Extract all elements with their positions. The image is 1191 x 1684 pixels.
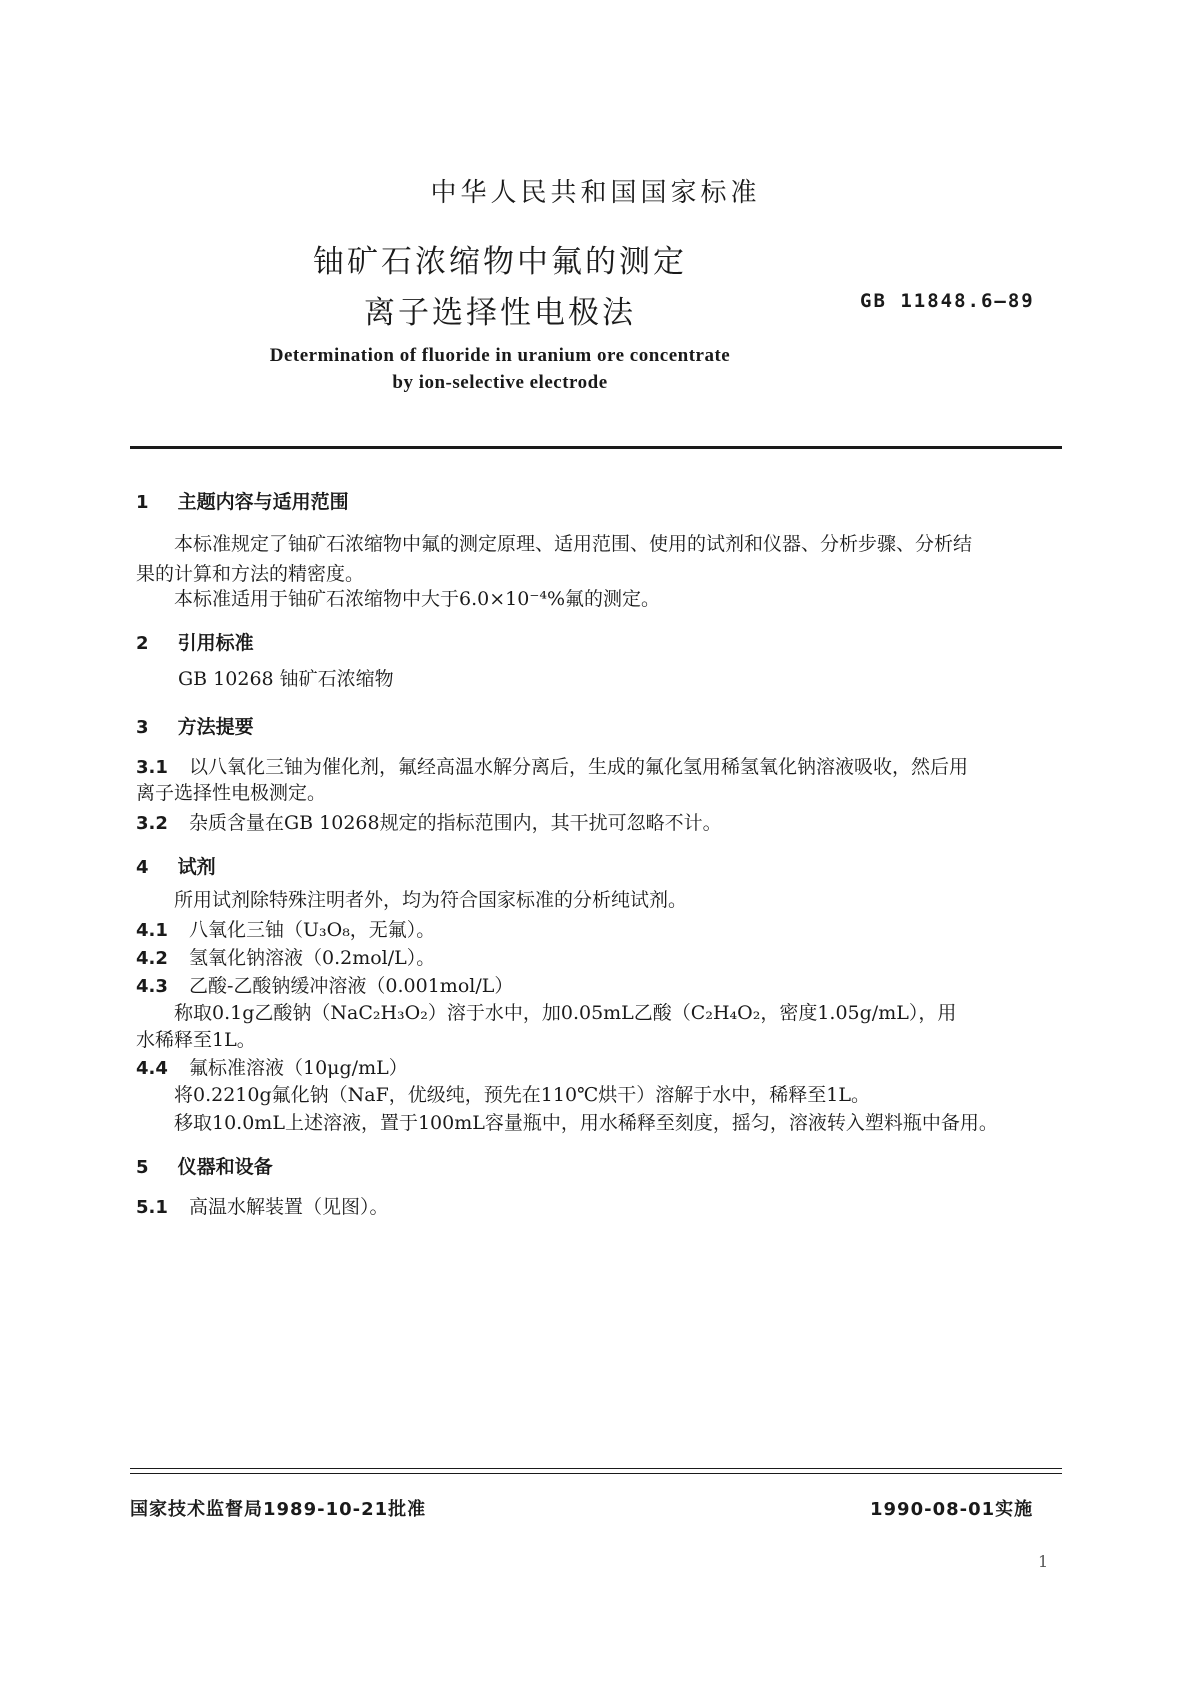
item-4-3-line-1: 称取0.1g乙酸钠（NaC₂H₃O₂）溶于水中，加0.05mL乙酸（C₂H₄O₂，密度1.05g/mL），用	[174, 1002, 957, 1024]
item-4-2	[136, 943, 435, 973]
item-number: 5.1	[136, 1197, 168, 1218]
item-text: 乙酸-乙酸钠缓冲溶液（0.001mol/L）	[188, 975, 514, 997]
s4-intro: 所用试剂除特殊注明者外，均为符合国家标准的分析纯试剂。	[174, 889, 688, 911]
item-4-1	[136, 915, 435, 945]
item-4-4	[136, 1053, 408, 1083]
english-title-line-1: Determination of fluoride in uranium ore concentrate	[269, 345, 731, 366]
item-text: 八氧化三铀（U₃O₈，无氟）。	[188, 919, 436, 941]
footer-rule-bottom	[130, 1473, 1062, 1474]
implementation-date: 1990-08-01实施	[870, 1499, 1034, 1520]
section-4-heading	[136, 852, 216, 879]
section-1-heading	[136, 487, 349, 514]
section-number: 3	[136, 717, 149, 738]
standard-number: GB 11848.6—89	[860, 290, 1035, 312]
item-number: 4.3	[136, 976, 168, 997]
section-5-heading	[136, 1152, 273, 1179]
item-text: 杂质含量在GB 10268规定的指标范围内，其干扰可忽略不计。	[188, 812, 722, 834]
item-4-4-line-1: 将0.2210g氟化钠（NaF，优级纯，预先在110℃烘干）溶解于水中，稀释至1L。	[174, 1084, 871, 1106]
item-number: 4.1	[136, 920, 168, 941]
footer-rule-top	[130, 1468, 1062, 1469]
item-number: 3.2	[136, 813, 168, 834]
item-3-2	[136, 808, 722, 838]
item-4-4-line-2: 移取10.0mL上述溶液，置于100mL容量瓶中，用水稀释至刻度，摇匀，溶液转入塑料瓶中备用。	[174, 1112, 998, 1134]
section-title: 仪器和设备	[177, 1156, 273, 1178]
item-number: 3.1	[136, 757, 168, 778]
document-header: 中华人民共和国国家标准	[430, 178, 761, 208]
english-title-line-2: by ion-selective electrode	[392, 372, 608, 393]
item-5-1	[136, 1192, 389, 1222]
title-line-1: 铀矿石浓缩物中氟的测定	[313, 244, 687, 280]
page-number: 1	[1038, 1552, 1049, 1571]
section-3-heading	[136, 712, 254, 739]
s1-paragraph-line-1: 本标准规定了铀矿石浓缩物中氟的测定原理、适用范围、使用的试剂和仪器、分析步骤、分析结	[174, 533, 973, 555]
item-4-3	[136, 971, 513, 1001]
section-number: 1	[136, 492, 149, 513]
item-text: 高温水解装置（见图）。	[188, 1196, 389, 1218]
s1-paragraph-line-2: 果的计算和方法的精密度。	[136, 563, 365, 585]
item-4-3-line-2: 水稀释至1L。	[136, 1029, 256, 1051]
s2-reference: GB 10268 铀矿石浓缩物	[178, 668, 394, 690]
section-2-heading	[136, 628, 254, 655]
item-3-1-line-2: 离子选择性电极测定。	[136, 782, 327, 804]
section-title: 引用标准	[177, 632, 254, 654]
section-number: 4	[136, 857, 149, 878]
section-number: 5	[136, 1157, 149, 1178]
title-line-2: 离子选择性电极法	[364, 295, 636, 331]
item-text: 氟标准溶液（10μg/mL）	[188, 1057, 408, 1079]
item-text: 以八氧化三铀为催化剂，氟经高温水解分离后，生成的氟化氢用稀氢氧化钠溶液吸收，然后用	[188, 756, 968, 778]
approval-date: 国家技术监督局1989-10-21批准	[130, 1499, 427, 1520]
item-text: 氢氧化钠溶液（0.2mol/L）。	[188, 947, 436, 969]
s1-paragraph-2: 本标准适用于铀矿石浓缩物中大于6.0×10⁻⁴%氟的测定。	[174, 588, 661, 610]
header-rule	[130, 446, 1062, 449]
item-number: 4.4	[136, 1058, 168, 1079]
section-number: 2	[136, 633, 149, 654]
section-title: 主题内容与适用范围	[177, 491, 349, 513]
section-title: 试剂	[177, 856, 216, 878]
item-number: 4.2	[136, 948, 168, 969]
section-title: 方法提要	[177, 716, 254, 738]
